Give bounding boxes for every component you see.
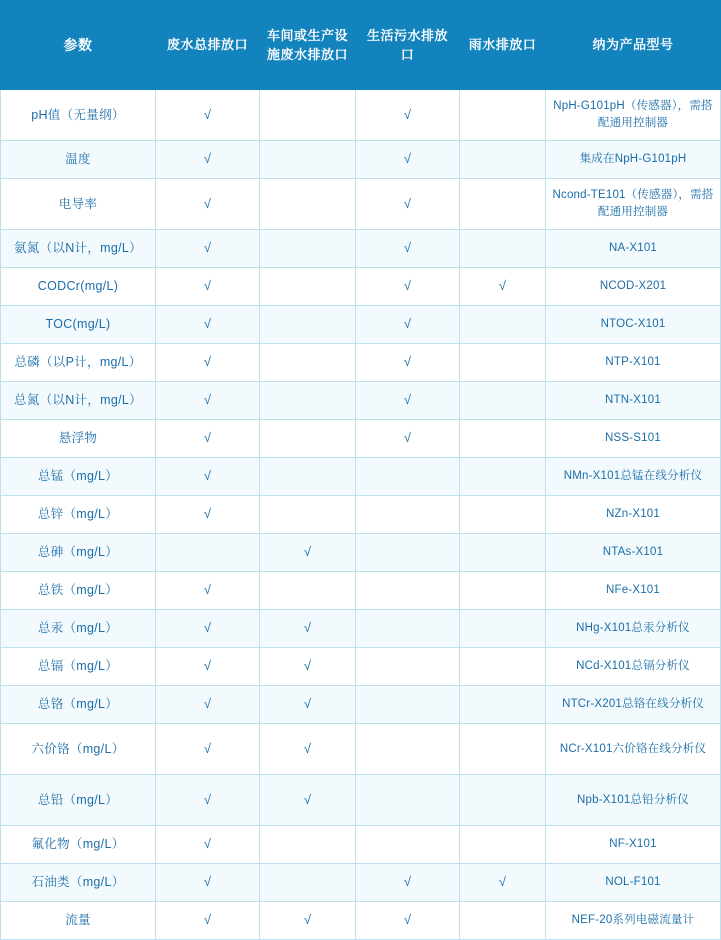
check-cell-c3 bbox=[356, 826, 460, 864]
check-cell-c4 bbox=[460, 141, 546, 179]
column-header-domestic-sewage-outlet: 生活污水排放口 bbox=[356, 1, 460, 90]
check-cell-c4 bbox=[460, 179, 546, 230]
table-row bbox=[1, 572, 721, 610]
check-cell-c2 bbox=[260, 268, 356, 306]
check-cell-c2 bbox=[260, 179, 356, 230]
parameter-name-cell: TOC(mg/L) bbox=[1, 306, 156, 344]
check-cell-c2 bbox=[260, 572, 356, 610]
table-row bbox=[1, 420, 721, 458]
check-cell-c3 bbox=[356, 610, 460, 648]
check-cell-c2 bbox=[260, 230, 356, 268]
table-row bbox=[1, 344, 721, 382]
check-cell-c1: √ bbox=[156, 686, 260, 724]
parameter-name-cell: 总铁（mg/L） bbox=[1, 572, 156, 610]
table-row bbox=[1, 902, 721, 940]
check-cell-c2 bbox=[260, 382, 356, 420]
product-model-cell: Ncond-TE101（传感器），需搭配通用控制器 bbox=[546, 179, 721, 230]
table-row bbox=[1, 306, 721, 344]
product-model-cell: NF-X101 bbox=[546, 826, 721, 864]
check-cell-c4: √ bbox=[460, 864, 546, 902]
check-cell-c2: √ bbox=[260, 902, 356, 940]
product-model-cell: NCd-X101总镉分析仪 bbox=[546, 648, 721, 686]
table-header-row bbox=[1, 1, 721, 90]
table-row bbox=[1, 826, 721, 864]
parameter-name-cell: 总镉（mg/L） bbox=[1, 648, 156, 686]
check-cell-c4 bbox=[460, 90, 546, 141]
table-row bbox=[1, 534, 721, 572]
parameter-name-cell: 电导率 bbox=[1, 179, 156, 230]
product-model-cell: Npb-X101总铅分析仪 bbox=[546, 775, 721, 826]
product-model-cell: NA-X101 bbox=[546, 230, 721, 268]
check-cell-c2: √ bbox=[260, 775, 356, 826]
check-cell-c4 bbox=[460, 534, 546, 572]
table-row bbox=[1, 268, 721, 306]
parameter-name-cell: 石油类（mg/L） bbox=[1, 864, 156, 902]
check-cell-c4 bbox=[460, 775, 546, 826]
check-cell-c2 bbox=[260, 826, 356, 864]
product-model-cell: NSS-S101 bbox=[546, 420, 721, 458]
parameter-name-cell: 总砷（mg/L） bbox=[1, 534, 156, 572]
check-cell-c4 bbox=[460, 902, 546, 940]
product-model-cell: NpH-G101pH（传感器），需搭配通用控制器 bbox=[546, 90, 721, 141]
product-model-cell: NCr-X101六价铬在线分析仪 bbox=[546, 724, 721, 775]
check-cell-c1: √ bbox=[156, 864, 260, 902]
parameter-name-cell: 温度 bbox=[1, 141, 156, 179]
check-cell-c1: √ bbox=[156, 90, 260, 141]
table-body bbox=[1, 90, 721, 940]
check-cell-c3 bbox=[356, 572, 460, 610]
check-cell-c2: √ bbox=[260, 610, 356, 648]
check-cell-c2: √ bbox=[260, 648, 356, 686]
check-cell-c1: √ bbox=[156, 724, 260, 775]
check-cell-c1: √ bbox=[156, 458, 260, 496]
table-row bbox=[1, 724, 721, 775]
parameter-name-cell: 总铅（mg/L） bbox=[1, 775, 156, 826]
product-model-cell: NTOC-X101 bbox=[546, 306, 721, 344]
check-cell-c1: √ bbox=[156, 572, 260, 610]
parameter-name-cell: pH值（无量纲） bbox=[1, 90, 156, 141]
check-cell-c2 bbox=[260, 864, 356, 902]
column-header-workshop-wastewater-outlet: 车间或生产设施废水排放口 bbox=[260, 1, 356, 90]
table-row bbox=[1, 686, 721, 724]
check-cell-c2 bbox=[260, 141, 356, 179]
table-row bbox=[1, 648, 721, 686]
check-cell-c4 bbox=[460, 610, 546, 648]
parameter-name-cell: 总磷（以P计，mg/L） bbox=[1, 344, 156, 382]
check-cell-c3: √ bbox=[356, 268, 460, 306]
check-cell-c2: √ bbox=[260, 686, 356, 724]
check-cell-c3: √ bbox=[356, 420, 460, 458]
product-model-cell: NTN-X101 bbox=[546, 382, 721, 420]
check-cell-c4 bbox=[460, 382, 546, 420]
check-cell-c1: √ bbox=[156, 496, 260, 534]
check-cell-c4 bbox=[460, 420, 546, 458]
column-header-rainwater-outlet: 雨水排放口 bbox=[460, 1, 546, 90]
check-cell-c3 bbox=[356, 724, 460, 775]
check-cell-c4 bbox=[460, 306, 546, 344]
product-model-cell: NHg-X101总汞分析仪 bbox=[546, 610, 721, 648]
parameter-name-cell: 流量 bbox=[1, 902, 156, 940]
parameter-name-cell: 总锌（mg/L） bbox=[1, 496, 156, 534]
table-row bbox=[1, 775, 721, 826]
check-cell-c2: √ bbox=[260, 724, 356, 775]
check-cell-c1: √ bbox=[156, 610, 260, 648]
check-cell-c4 bbox=[460, 572, 546, 610]
parameter-name-cell: 总锰（mg/L） bbox=[1, 458, 156, 496]
product-model-cell: NTAs-X101 bbox=[546, 534, 721, 572]
table-row bbox=[1, 610, 721, 648]
check-cell-c3 bbox=[356, 496, 460, 534]
check-cell-c2: √ bbox=[260, 534, 356, 572]
check-cell-c3 bbox=[356, 534, 460, 572]
table-row bbox=[1, 496, 721, 534]
table-row bbox=[1, 179, 721, 230]
check-cell-c3: √ bbox=[356, 382, 460, 420]
check-cell-c3: √ bbox=[356, 344, 460, 382]
product-model-cell: NOL-F101 bbox=[546, 864, 721, 902]
check-cell-c4 bbox=[460, 230, 546, 268]
table-row bbox=[1, 230, 721, 268]
table-row bbox=[1, 90, 721, 141]
check-cell-c1: √ bbox=[156, 648, 260, 686]
check-cell-c4 bbox=[460, 496, 546, 534]
check-cell-c1: √ bbox=[156, 141, 260, 179]
check-cell-c4 bbox=[460, 686, 546, 724]
check-cell-c3: √ bbox=[356, 179, 460, 230]
table-row bbox=[1, 382, 721, 420]
check-cell-c1: √ bbox=[156, 902, 260, 940]
column-header-product-model: 纳为产品型号 bbox=[546, 1, 721, 90]
product-model-cell: NMn-X101总锰在线分析仪 bbox=[546, 458, 721, 496]
check-cell-c3: √ bbox=[356, 230, 460, 268]
check-cell-c2 bbox=[260, 496, 356, 534]
table-row bbox=[1, 864, 721, 902]
check-cell-c1: √ bbox=[156, 306, 260, 344]
check-cell-c3: √ bbox=[356, 306, 460, 344]
check-cell-c2 bbox=[260, 306, 356, 344]
product-model-cell: NEF-20系列电磁流量计 bbox=[546, 902, 721, 940]
table-row bbox=[1, 458, 721, 496]
parameter-name-cell: 总铬（mg/L） bbox=[1, 686, 156, 724]
parameter-name-cell: 悬浮物 bbox=[1, 420, 156, 458]
check-cell-c2 bbox=[260, 344, 356, 382]
check-cell-c3 bbox=[356, 775, 460, 826]
check-cell-c3 bbox=[356, 458, 460, 496]
product-model-cell: NTP-X101 bbox=[546, 344, 721, 382]
check-cell-c1 bbox=[156, 534, 260, 572]
check-cell-c3: √ bbox=[356, 902, 460, 940]
check-cell-c1: √ bbox=[156, 382, 260, 420]
check-cell-c3: √ bbox=[356, 90, 460, 141]
check-cell-c3 bbox=[356, 648, 460, 686]
check-cell-c4 bbox=[460, 826, 546, 864]
product-model-cell: NZn-X101 bbox=[546, 496, 721, 534]
parameter-name-cell: 六价铬（mg/L） bbox=[1, 724, 156, 775]
check-cell-c2 bbox=[260, 90, 356, 141]
check-cell-c1: √ bbox=[156, 826, 260, 864]
parameter-name-cell: 氟化物（mg/L） bbox=[1, 826, 156, 864]
table-row bbox=[1, 141, 721, 179]
check-cell-c4 bbox=[460, 648, 546, 686]
check-cell-c1: √ bbox=[156, 775, 260, 826]
parameter-name-cell: 总氮（以N计，mg/L） bbox=[1, 382, 156, 420]
product-model-cell: 集成在NpH-G101pH bbox=[546, 141, 721, 179]
parameter-name-cell: 氨氮（以N计，mg/L） bbox=[1, 230, 156, 268]
column-header-total-wastewater-outlet: 废水总排放口 bbox=[156, 1, 260, 90]
check-cell-c3: √ bbox=[356, 141, 460, 179]
check-cell-c3 bbox=[356, 686, 460, 724]
check-cell-c4: √ bbox=[460, 268, 546, 306]
parameter-name-cell: 总汞（mg/L） bbox=[1, 610, 156, 648]
check-cell-c1: √ bbox=[156, 230, 260, 268]
parameter-name-cell: CODCr(mg/L) bbox=[1, 268, 156, 306]
check-cell-c2 bbox=[260, 420, 356, 458]
check-cell-c1: √ bbox=[156, 268, 260, 306]
table-header bbox=[1, 1, 721, 90]
check-cell-c2 bbox=[260, 458, 356, 496]
check-cell-c4 bbox=[460, 724, 546, 775]
check-cell-c1: √ bbox=[156, 420, 260, 458]
product-model-cell: NCOD-X201 bbox=[546, 268, 721, 306]
column-header-parameter: 参数 bbox=[1, 1, 156, 90]
check-cell-c1: √ bbox=[156, 179, 260, 230]
product-model-cell: NFe-X101 bbox=[546, 572, 721, 610]
check-cell-c3: √ bbox=[356, 864, 460, 902]
check-cell-c4 bbox=[460, 344, 546, 382]
product-model-cell: NTCr-X201总铬在线分析仪 bbox=[546, 686, 721, 724]
check-cell-c4 bbox=[460, 458, 546, 496]
check-cell-c1: √ bbox=[156, 344, 260, 382]
